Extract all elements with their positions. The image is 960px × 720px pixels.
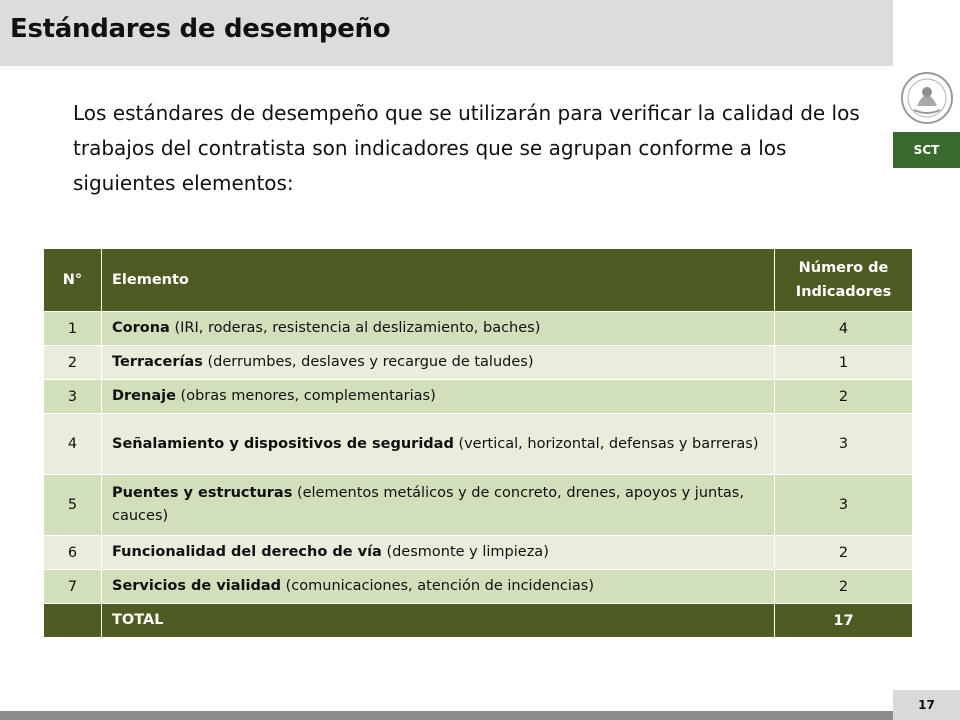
table-row	[44, 475, 913, 536]
element-name: Señalamiento y dispositivos de seguridad	[112, 435, 454, 452]
row-number: 1	[44, 312, 102, 346]
intro-paragraph: Los estándares de desempeño que se utilizarán para verificar la calidad de los trabajos del contratista son indicadores que se agrupan conforme a los siguientes elementos:	[73, 101, 860, 195]
element-name: Drenaje	[112, 388, 176, 404]
element-name: Servicios de vialidad	[112, 578, 282, 594]
title-bar	[0, 0, 893, 66]
table-row	[44, 414, 913, 475]
element-name: Puentes y estructuras	[112, 485, 293, 501]
header-number: N°	[44, 249, 102, 312]
table-row	[44, 536, 913, 570]
mexico-seal-icon	[900, 70, 954, 130]
row-indicator-count: 2	[775, 536, 913, 570]
total-label: TOTAL	[102, 604, 775, 638]
element-detail: (vertical, horizontal, defensas y barreras)	[458, 435, 759, 452]
row-indicator-count: 3	[775, 414, 913, 475]
table-row	[44, 570, 913, 604]
row-element	[102, 312, 775, 346]
sct-logo: SCT	[893, 132, 960, 168]
element-name: Terracerías	[112, 354, 203, 370]
element-detail: (desmonte y limpieza)	[386, 544, 549, 560]
row-element	[102, 414, 775, 475]
page-number: 17	[893, 690, 960, 720]
row-number: 6	[44, 536, 102, 570]
row-element	[102, 536, 775, 570]
element-name: Funcionalidad del derecho de vía	[112, 544, 382, 560]
total-number-cell	[44, 604, 102, 638]
element-detail: (derrumbes, deslaves y recargue de taludes)	[207, 354, 534, 370]
row-element	[102, 475, 775, 536]
table-row	[44, 380, 913, 414]
row-element	[102, 346, 775, 380]
table-row	[44, 346, 913, 380]
element-detail: (obras menores, complementarias)	[180, 388, 436, 404]
row-number: 4	[44, 414, 102, 475]
row-element	[102, 380, 775, 414]
footer-bar	[0, 711, 893, 720]
element-name: Corona	[112, 320, 170, 336]
standards-table	[43, 248, 913, 638]
row-indicator-count: 4	[775, 312, 913, 346]
header-indicators: Número de Indicadores	[775, 249, 913, 312]
row-number: 5	[44, 475, 102, 536]
row-indicator-count: 3	[775, 475, 913, 536]
row-number: 3	[44, 380, 102, 414]
header-element: Elemento	[102, 249, 775, 312]
row-indicator-count: 2	[775, 570, 913, 604]
total-value: 17	[775, 604, 913, 638]
element-detail: (IRI, roderas, resistencia al deslizamiento, baches)	[174, 320, 541, 336]
element-detail: (elementos metálicos y de concreto, drenes, apoyos y juntas, cauces)	[112, 485, 744, 524]
row-number: 2	[44, 346, 102, 380]
table-row	[44, 312, 913, 346]
table-header-row	[44, 249, 913, 312]
row-indicator-count: 1	[775, 346, 913, 380]
row-indicator-count: 2	[775, 380, 913, 414]
row-element	[102, 570, 775, 604]
total-row	[44, 604, 913, 638]
element-detail: (comunicaciones, atención de incidencias)	[285, 578, 594, 594]
row-number: 7	[44, 570, 102, 604]
page-title: Estándares de desempeño	[10, 14, 391, 44]
